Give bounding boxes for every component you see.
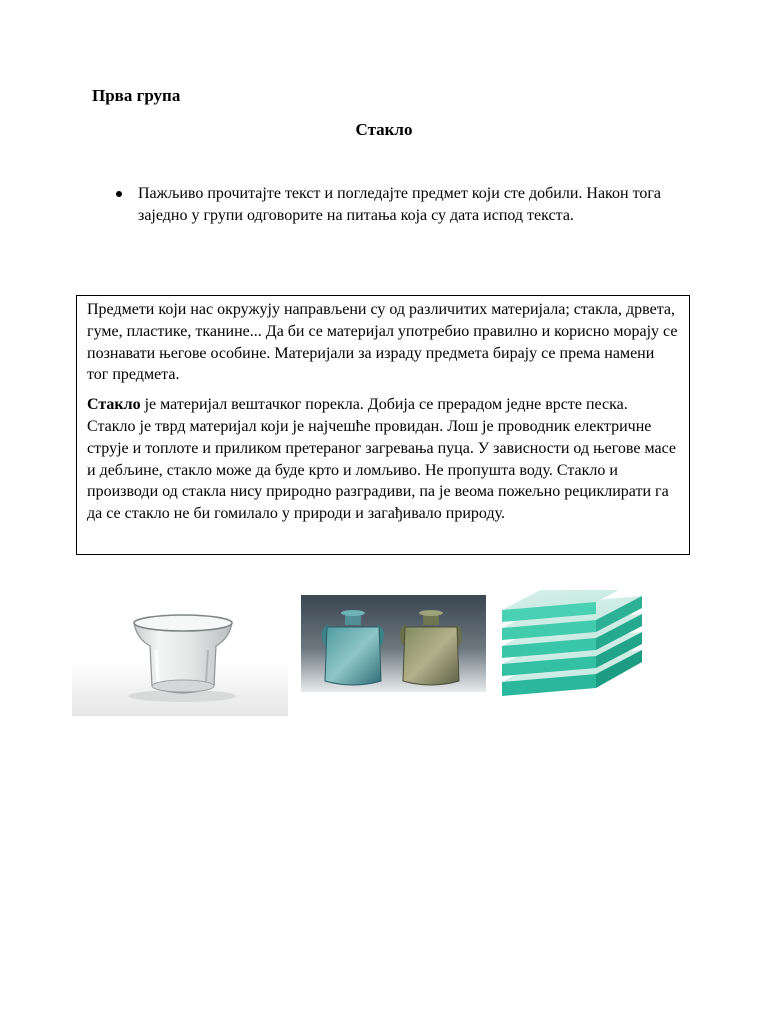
- glass-panes-photo: [502, 590, 648, 700]
- glass-jars-photo: [301, 595, 486, 692]
- glass-cup-photo: [72, 590, 288, 716]
- instruction-item: [116, 183, 676, 227]
- bullet-icon: [116, 191, 122, 197]
- instruction-text: Пажљиво прочитајте текст и погледајте предмет који сте добили. Након тога заједно у групи одговорите на питања која су дата испод текста.: [138, 185, 662, 224]
- instruction-list: [116, 183, 676, 227]
- text-paragraph-2-rest: је материјал вештачког порекла. Добија се прерадом једне врсте песка. Стакло је тврд материјал који је најчешће провидан. Лош је проводник електричне струје и топлоте и приликом претераног загревања пуца. У зависности од његове масе и дебљине, стакло може да буде крто и ломљиво. Не пропушта воду. Стакло и производи од стакла нису природно разградиви, па је веома пожељно рециклирати га да се стакло не би гомилало у природи и загађивало природу.: [87, 396, 677, 523]
- text-paragraph-1: Предмети који нас окружују направљени су од различитих материјала; стакла, дрвета, гуме, пластике, тканине... Да би се материјал употребио правилно и корисно морају се познавати његове особине. Материјали за израду предмета бирају се према намени тог предмета.: [87, 301, 678, 384]
- group-title: Прва група: [92, 86, 181, 105]
- text-paragraph-2: [87, 394, 679, 525]
- text-paragraph-2-bold: Стакло: [87, 396, 141, 414]
- document-title: Стакло: [355, 120, 413, 139]
- reading-text-box: [76, 295, 690, 555]
- image-row: [72, 590, 648, 716]
